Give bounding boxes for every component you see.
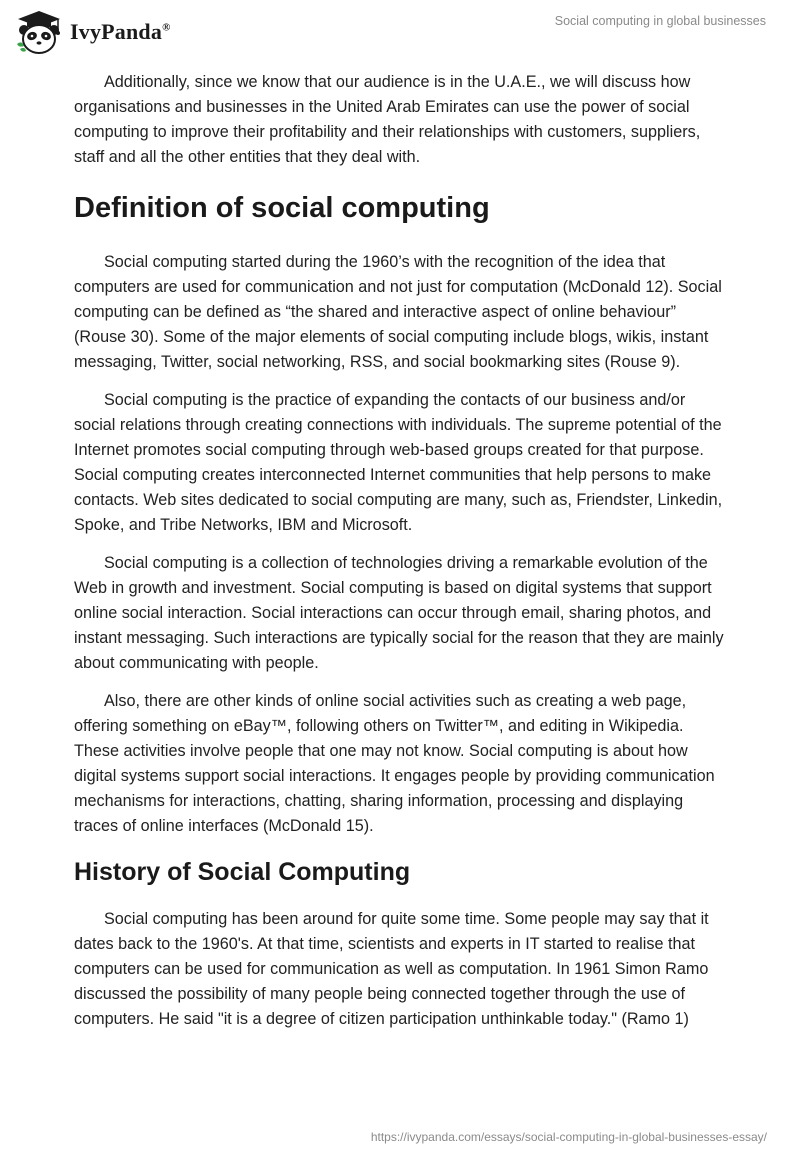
definition-paragraph-1: Social computing started during the 1960’s with the recognition of the idea that computers are used for communication and not just for computation (McDonald 12). Social computing can be defined as “the shared and interactive aspect of online behaviour” (Rouse 30). Some of the major elements of social computing include blogs, wikis, instant messaging, Twitter, social networking, RSS, and social bookmarking sites (Rouse 9). [74, 253, 722, 371]
intro-paragraph: Additionally, since we know that our audience is in the U.A.E., we will discuss how organisations and businesses in the United Arab Emirates can use the power of social computing to improve their profitability and their relationships with customers, suppliers, staff and all the other entities that they deal with. [74, 73, 701, 166]
logo-wordmark: IvyPanda® [70, 19, 171, 44]
logo[interactable] [14, 8, 171, 56]
page-header [0, 0, 800, 64]
panda-logo-icon [14, 8, 64, 56]
definition-paragraph-4: Also, there are other kinds of online social activities such as creating a web page, offering something on eBay™, following others on Twitter™, and editing in Wikipedia. These activities involve people that one may not know. Social computing is about how digital systems support social interactions. It engages people by providing communication mechanisms for interactions, chatting, sharing information, processing and displaying traces of online interfaces (McDonald 15). [74, 692, 715, 835]
definition-paragraph-3: Social computing is a collection of technologies driving a remarkable evolution of the Web in growth and investment. Social computing is based on digital systems that support online social interaction. Social interactions can occur through email, sharing photos, and instant messaging. Such interactions are typically social for the reason that they are mainly about communicating with people. [74, 554, 724, 672]
section-heading-definition: Definition of social computing [74, 192, 490, 224]
running-title: Social computing in global businesses [554, 14, 766, 28]
history-paragraph-1: Social computing has been around for quite some time. Some people may say that it dates back to the 1960's. At that time, scientists and experts in IT started to realise that computers can be used for communication as well as computation. In 1961 Simon Ramo discussed the possibility of many people being connected together through the use of computers. He said "it is a degree of citizen participation unthinkable today." (Ramo 1) [74, 910, 709, 1028]
article-body [74, 70, 728, 1045]
section-heading-history: History of Social Computing [74, 858, 411, 886]
definition-paragraph-2: Social computing is the practice of expanding the contacts of our business and/or social relations through creating connections with individuals. The supreme potential of the Internet promotes social computing through web-based groups created for that purpose. Social computing creates interconnected Internet communities that help persons to make contacts. Web sites dedicated to social computing are many, such as, Friendster, Linkedin, Spoke, and Tribe Networks, IBM and Microsoft. [74, 391, 723, 534]
source-url-link[interactable]: https://ivypanda.com/essays/social-computing-in-global-businesses-essay/ [370, 1130, 767, 1144]
